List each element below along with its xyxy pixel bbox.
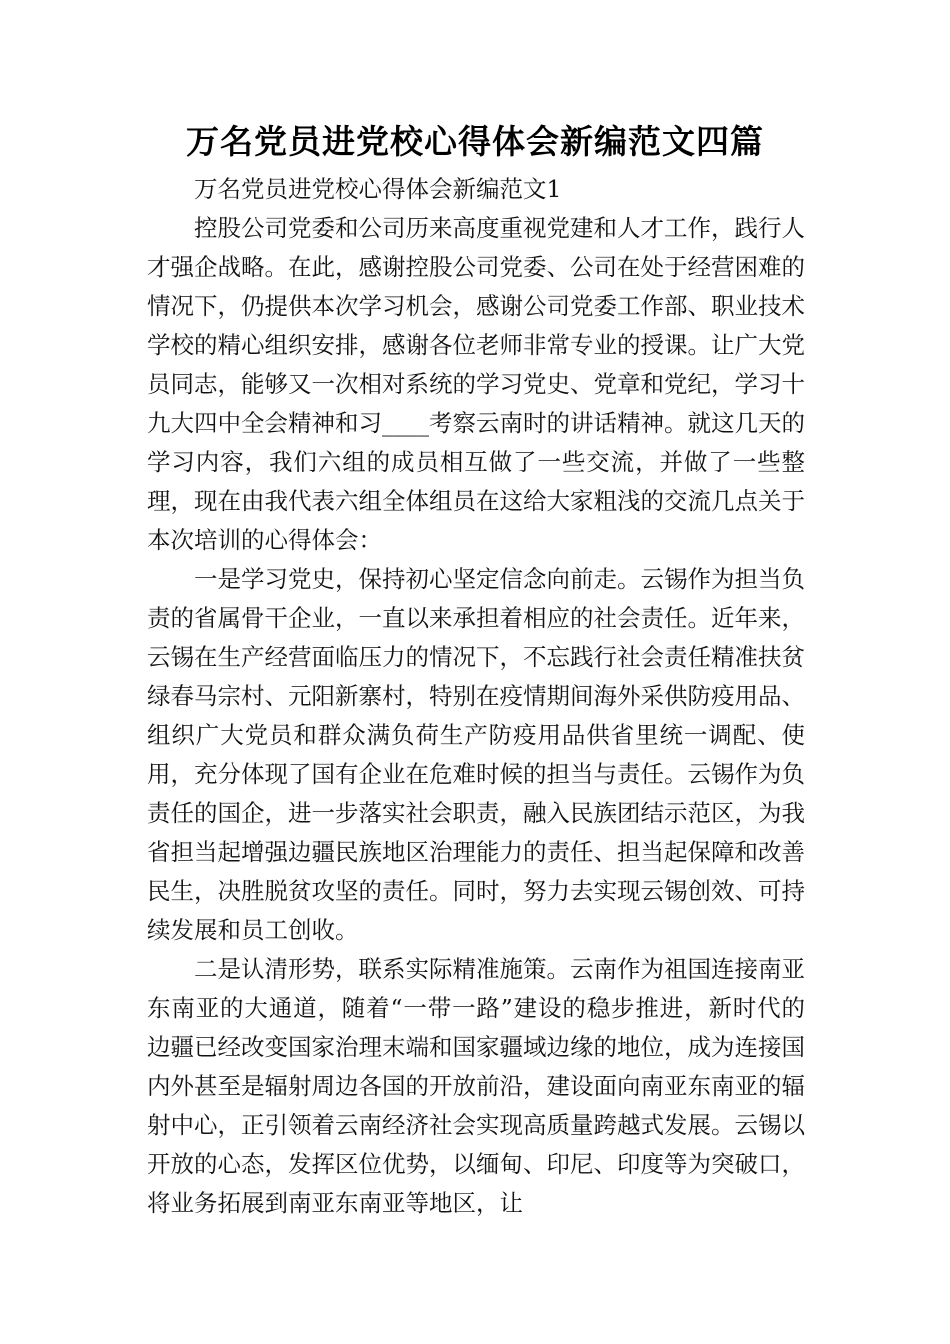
paragraph-intro: 控股公司党委和公司历来高度重视党建和人才工作，践行人才强企战略。在此，感谢控股公司党委、公司在处于经营困难的情况下，仍提供本次学习机会，感谢公司党委工作部、职业技术学校的精心组织安排，感谢各位老师非常专业的授课。让广大党员同志，能够又一次相对系统的学习党史、党章和党纪，学习十九大四中全会精神和习____考察云南时的讲话精神。就这几天的学习内容，我们六组的成员相互做了一些交流，并做了一些整理，现在由我代表六组全体组员在这给大家粗浅的交流几点关于本次培训的心得体会： (147, 214, 805, 554)
section-subtitle: 万名党员进党校心得体会新编范文1 (194, 175, 562, 203)
paragraph-point-two: 二是认清形势，联系实际精准施策。云南作为祖国连接南亚东南亚的大通道，随着“一带一路”建设的稳步推进，新时代的边疆已经改变国家治理末端和国家疆域边缘的地位，成为连接国内外甚至是辐射周边各国的开放前沿，建设面向南亚东南亚的辐射中心，正引领着云南经济社会实现高质量跨越式发展。云锡以开放的心态，发挥区位优势，以缅甸、印尼、印度等为突破口，将业务拓展到南亚东南亚等地区，让 (147, 955, 805, 1217)
document-title: 万名党员进党校心得体会新编范文四篇 (186, 122, 764, 161)
paragraph-point-one: 一是学习党史，保持初心坚定信念向前走。云锡作为担当负责的省属骨干企业，一直以来承担着相应的社会责任。近年来，云锡在生产经营面临压力的情况下，不忘践行社会责任精准扶贫绿春马宗村、元阳新寨村，特别在疫情期间海外采供防疫用品、组织广大党员和群众满负荷生产防疫用品供省里统一调配、使用，充分体现了国有企业在危难时候的担当与责任。云锡作为负责任的国企，进一步落实社会职责，融入民族团结示范区，为我省担当起增强边疆民族地区治理能力的责任、担当起保障和改善民生，决胜脱贫攻坚的责任。同时，努力去实现云锡创效、可持续发展和员工创收。 (147, 565, 805, 944)
document-body (147, 170, 805, 1223)
